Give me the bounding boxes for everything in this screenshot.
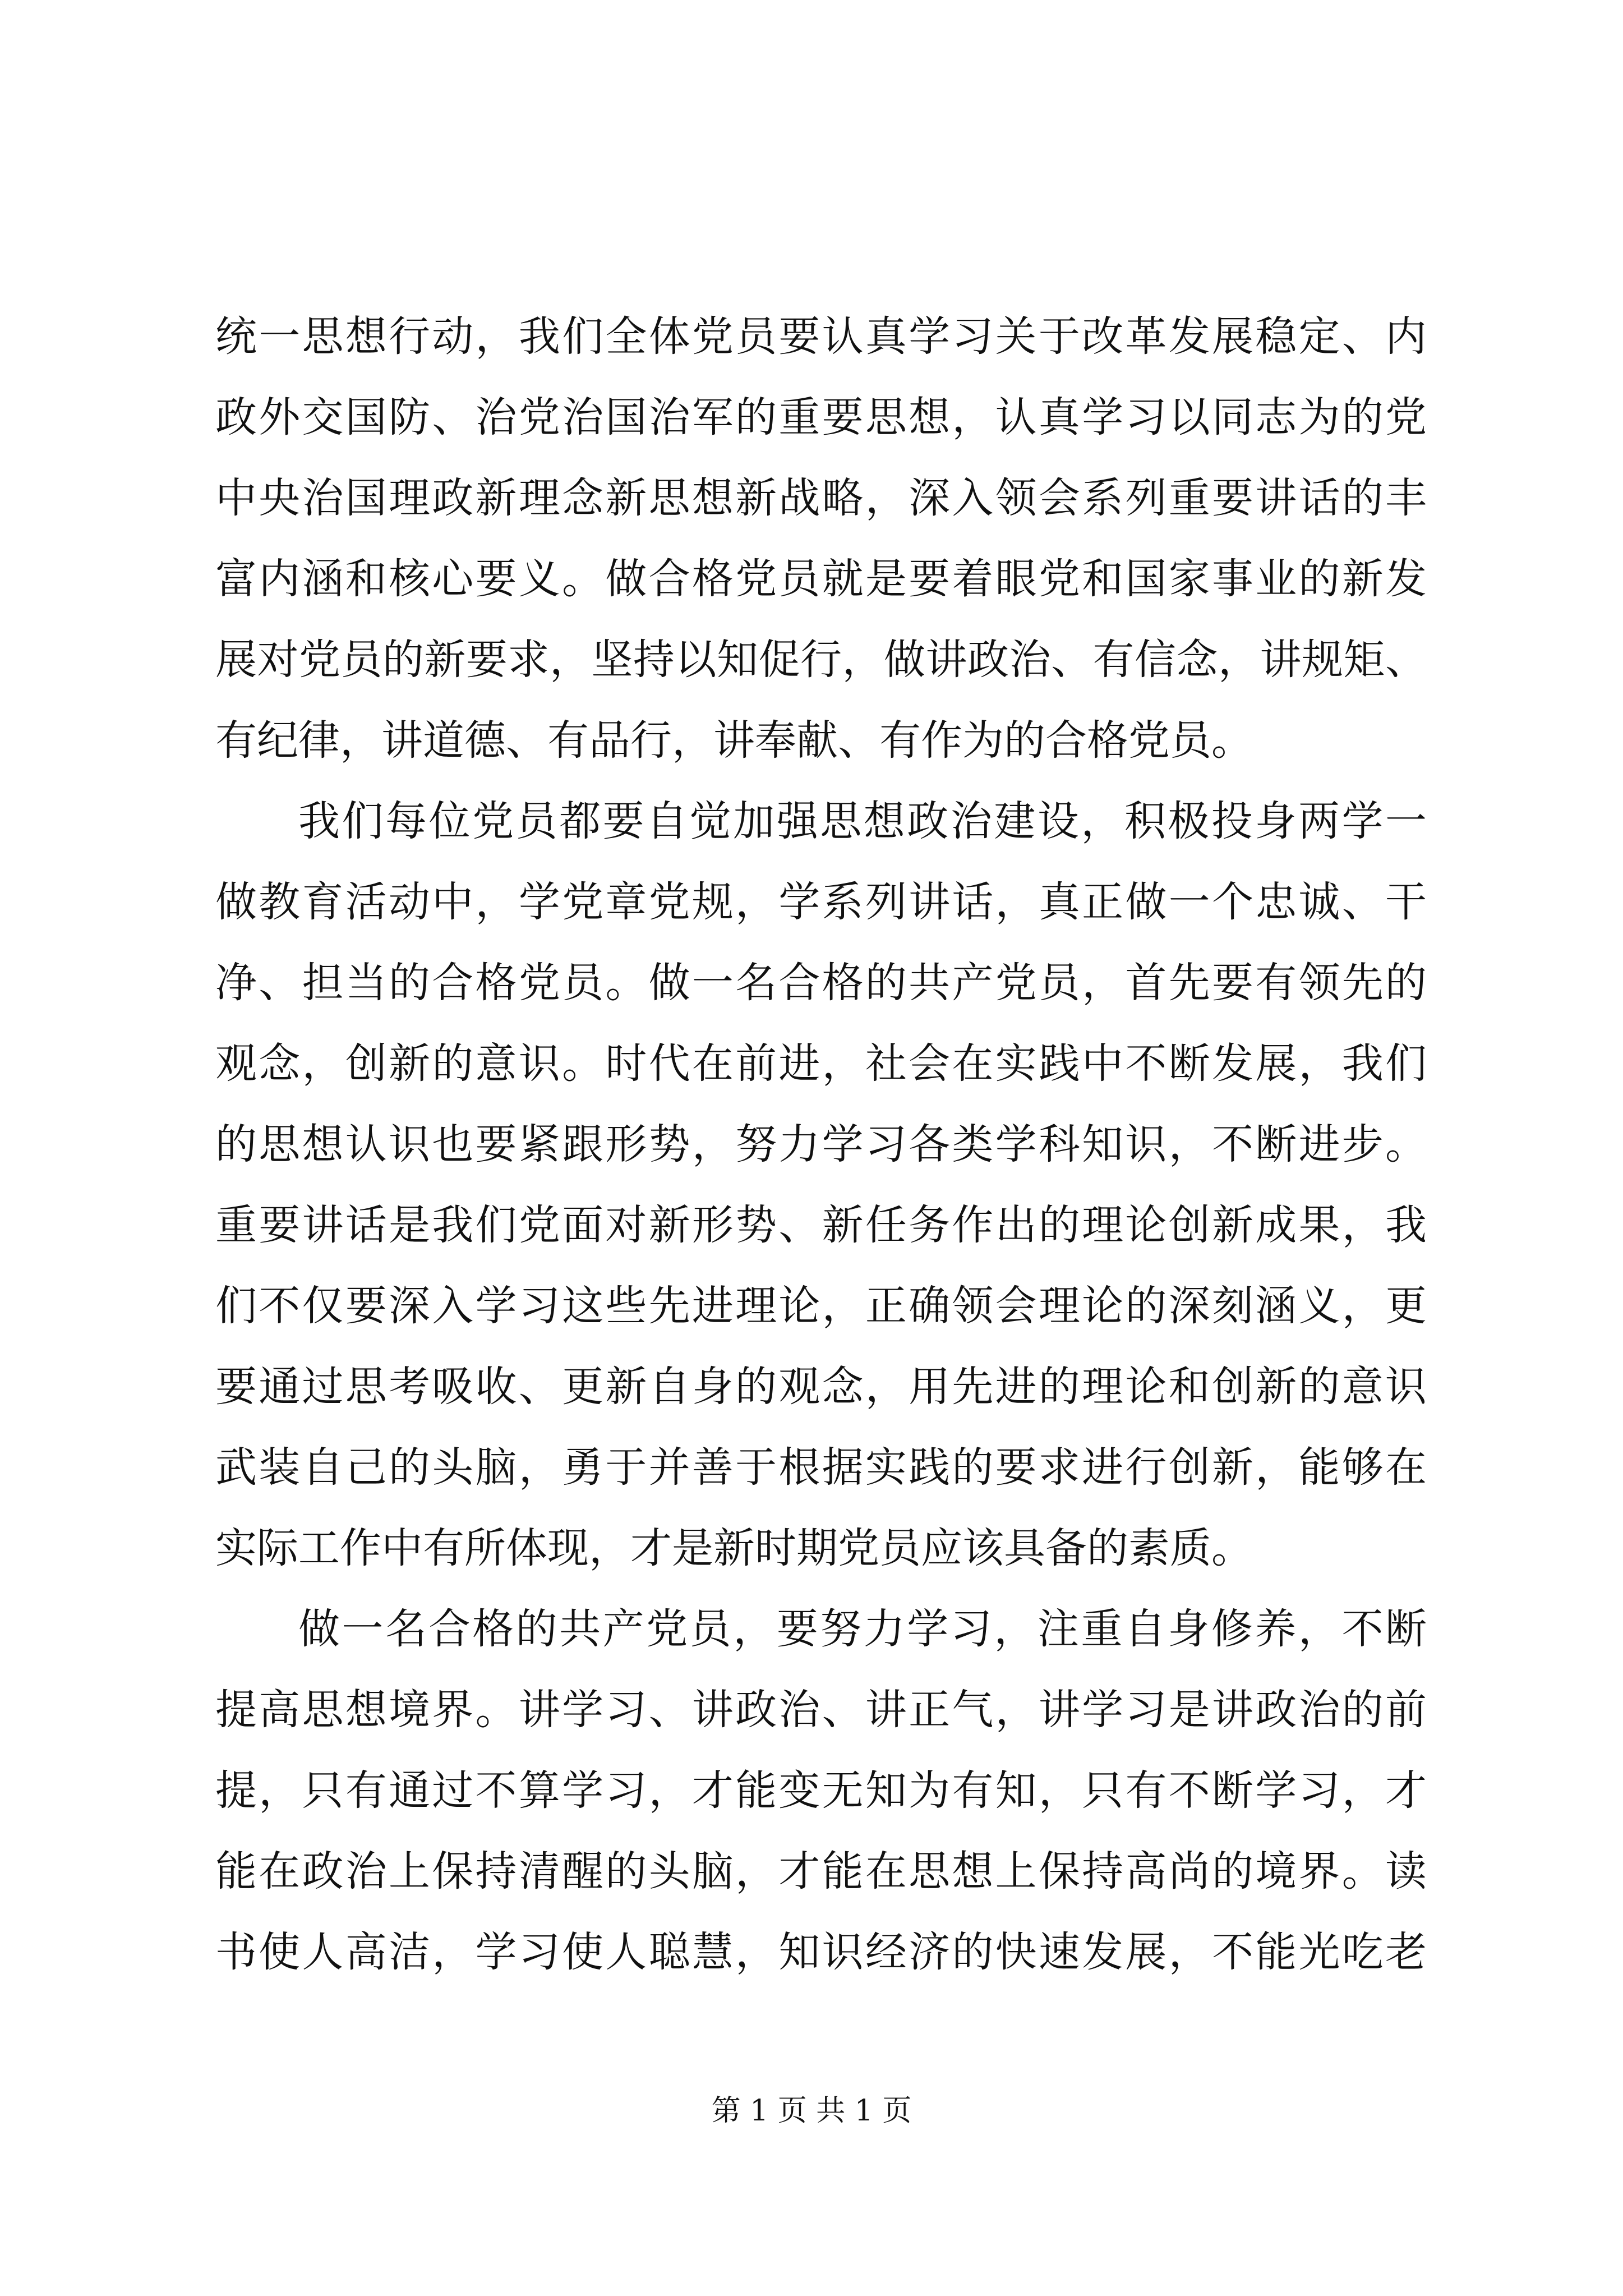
text-line: 们不仅要深入学习这些先进理论，正确领会理论的深刻涵义，更 xyxy=(215,1282,1427,1330)
text-line: 有纪律，讲道德、有品行，讲奉献、有作为的合格党员。 xyxy=(215,716,1253,765)
text-line: 武装自己的头脑，勇于并善于根据实践的要求进行创新，能够在 xyxy=(215,1443,1427,1492)
text-line: 重要讲话是我们党面对新形势、新任务作出的理论创新成果，我 xyxy=(215,1201,1427,1249)
text-line: 富内涵和核心要义。做合格党员就是要着眼党和国家事业的新发 xyxy=(215,555,1427,603)
text-line: 政外交国防、治党治国治军的重要思想，认真学习以同志为的党 xyxy=(215,393,1427,441)
text-line: 做一名合格的共产党员，要努力学习，注重自身修养，不断 xyxy=(298,1605,1427,1653)
text-line: 的思想认识也要紧跟形势，努力学习各类学科知识，不断进步。 xyxy=(215,1120,1427,1168)
text-line: 中央治国理政新理念新思想新战略，深入领会系列重要讲话的丰 xyxy=(215,474,1427,522)
text-line: 实际工作中有所体现，才是新时期党员应该具备的素质。 xyxy=(215,1524,1253,1572)
text-line: 能在政治上保持清醒的头脑，才能在思想上保持高尚的境界。读 xyxy=(215,1847,1427,1895)
text-line: 提高思想境界。讲学习、讲政治、讲正气，讲学习是讲政治的前 xyxy=(215,1686,1427,1734)
text-line: 统一思想行动，我们全体党员要认真学习关于改革发展稳定、内 xyxy=(215,312,1427,361)
text-line: 书使人高洁，学习使人聪慧，知识经济的快速发展，不能光吃老 xyxy=(215,1928,1427,1976)
text-line: 净、担当的合格党员。做一名合格的共产党员，首先要有领先的 xyxy=(215,959,1427,1007)
text-line: 提，只有通过不算学习，才能变无知为有知，只有不断学习，才 xyxy=(215,1766,1427,1815)
text-line: 要通过思考吸收、更新自身的观念，用先进的理论和创新的意识 xyxy=(215,1363,1427,1411)
text-line: 展对党员的新要求，坚持以知促行，做讲政治、有信念，讲规矩、 xyxy=(215,636,1427,684)
page-number-footer: 第 1 页 共 1 页 xyxy=(711,2094,912,2128)
text-line: 我们每位党员都要自觉加强思想政治建设，积极投身两学一 xyxy=(298,797,1427,845)
text-line: 做教育活动中，学党章党规，学系列讲话，真正做一个忠诚、干 xyxy=(215,878,1427,926)
text-line: 观念，创新的意识。时代在前进，社会在实践中不断发展，我们 xyxy=(215,1039,1427,1088)
